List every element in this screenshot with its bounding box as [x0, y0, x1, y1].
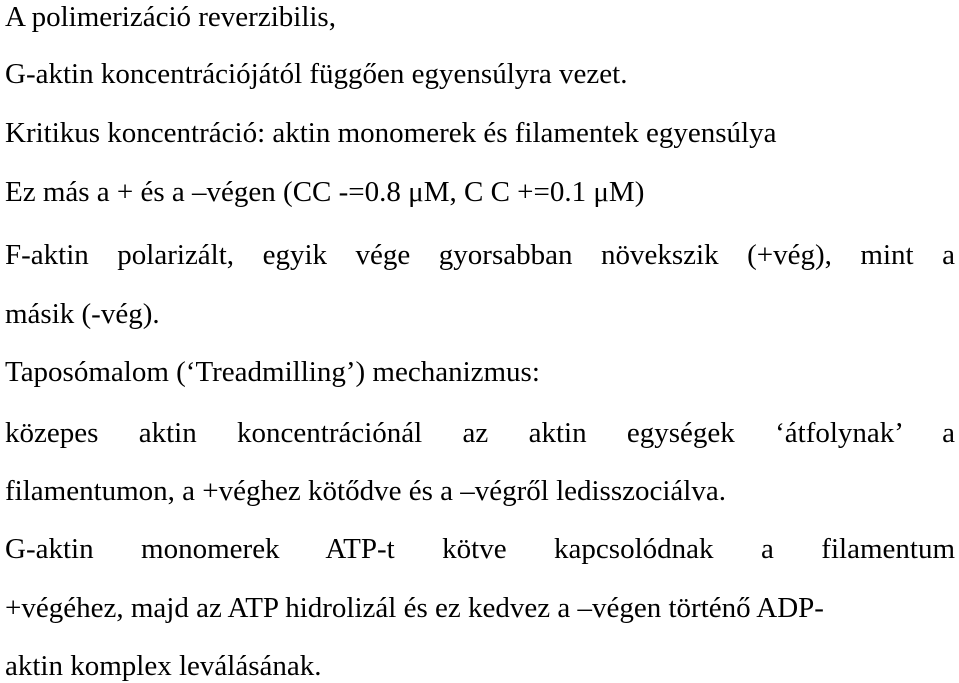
text-line-2: G-aktin koncentrációjától függően egyensúlyra vezet. [5, 58, 628, 90]
text-line-11: +végéhez, majd az ATP hidrolizál és ez kedvez a –végen történő ADP- [5, 592, 824, 624]
text-line-1: A polimerizáció reverzibilis, [5, 1, 336, 33]
text-line-7: Taposómalom (‘Treadmilling’) mechanizmus: [5, 356, 540, 388]
text-line-10: G-aktin monomerek ATP-t kötve kapcsolódnak a filamentum [5, 533, 955, 565]
text-line-9: filamentumon, a +véghez kötődve és a –végről ledisszociálva. [5, 475, 726, 507]
text-line-12: aktin komplex leválásának. [5, 650, 322, 682]
text-line-5: F-aktin polarizált, egyik vége gyorsabban növekszik (+vég), mint a [5, 239, 955, 271]
text-line-4: Ez más a + és a –végen (CC -=0.8 μM, C C +=0.1 μM) [5, 176, 645, 208]
text-line-6: másik (-vég). [5, 298, 160, 330]
text-line-8: közepes aktin koncentrációnál az aktin egységek ‘átfolynak’ a [5, 417, 955, 449]
text-line-3: Kritikus koncentráció: aktin monomerek és filamentek egyensúlya [5, 117, 777, 149]
